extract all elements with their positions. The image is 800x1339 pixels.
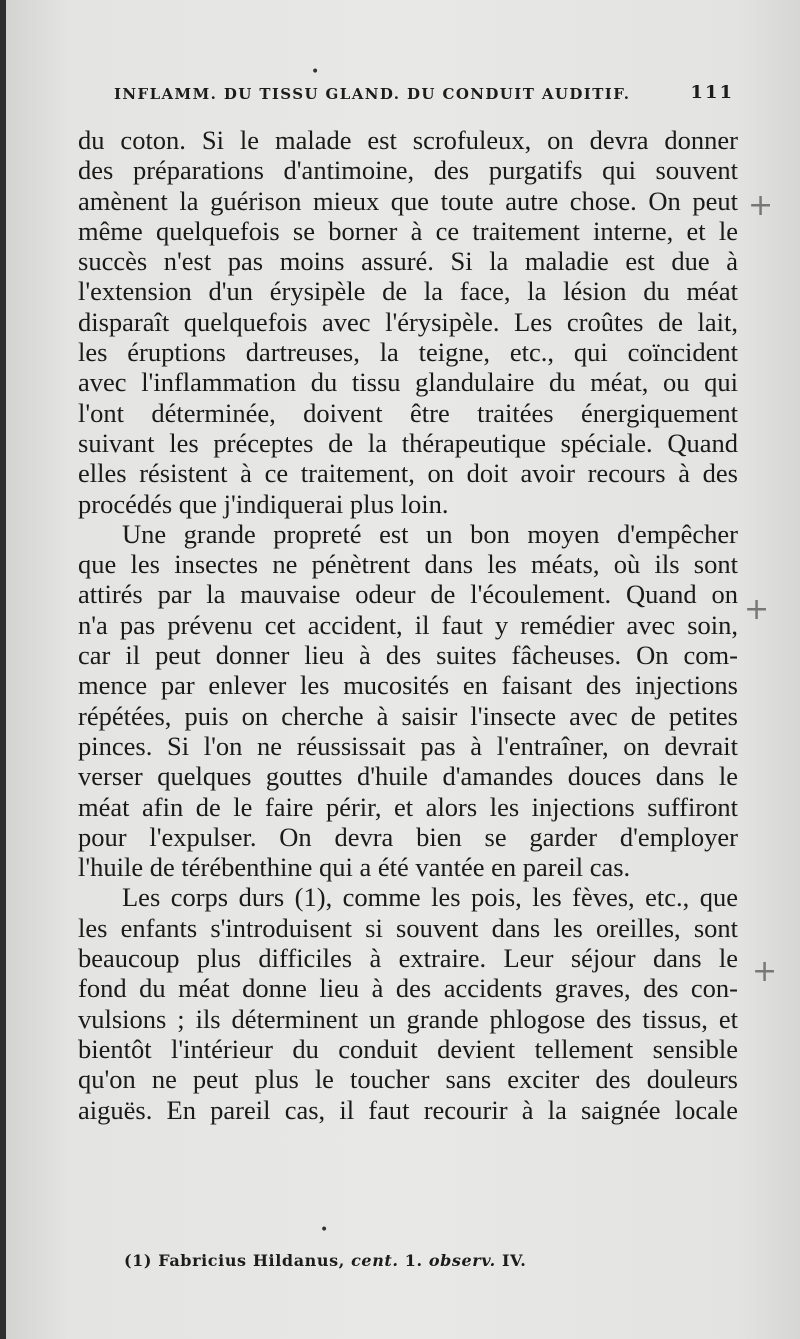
text-line: pinces. Si l'on ne réussissait pas à l'entraîner, on devrait bbox=[78, 730, 738, 761]
footnote-ref-roman: IV. bbox=[501, 1251, 527, 1270]
text-line: disparaît quelquefois avec l'érysipèle. Les croûtes de lait, bbox=[78, 306, 738, 337]
text-line: vulsions ; ils déterminent un grande phlogose des tissus, et bbox=[78, 1003, 738, 1034]
text-line: l'ont déterminée, doivent être traitées énergiquement bbox=[78, 397, 738, 428]
footnote bbox=[124, 1251, 526, 1270]
margin-pencil-mark: + bbox=[748, 188, 774, 223]
text-line: avec l'inflammation du tissu glandulaire du méat, ou qui bbox=[78, 367, 738, 398]
text-line: elles résistent à ce traitement, on doit avoir recours à des bbox=[78, 458, 738, 489]
text-line: n'a pas prévenu cet accident, il faut y remédier avec soin, bbox=[78, 609, 738, 640]
footnote-marker: (1) bbox=[124, 1251, 153, 1270]
text-line: répétées, puis on cherche à saisir l'insecte avec de petites bbox=[78, 700, 738, 731]
text-line: du coton. Si le malade est scrofuleux, on devra donner bbox=[78, 125, 738, 155]
footnote-ref-cent: cent. bbox=[351, 1251, 399, 1270]
text-line: des préparations d'antimoine, des purgatifs qui souvent bbox=[78, 155, 738, 186]
text-line: amènent la guérison mieux que toute autre chose. On peut bbox=[78, 185, 738, 216]
text-line: les enfants s'introduisent si souvent dans les oreilles, sont bbox=[78, 912, 738, 943]
text-line: procédés que j'indiquerai plus loin. bbox=[78, 488, 449, 519]
footnote-dot: • bbox=[320, 1222, 329, 1238]
footnote-author: Fabricius Hildanus, bbox=[158, 1251, 345, 1270]
book-page bbox=[6, 0, 800, 1339]
running-header bbox=[114, 82, 734, 103]
margin-pencil-mark: + bbox=[744, 592, 770, 627]
header-dot: • bbox=[311, 64, 320, 80]
text-line: aiguës. En pareil cas, il faut recourir à la saignée locale bbox=[78, 1094, 738, 1125]
footnote-ref-observ: observ. bbox=[428, 1251, 496, 1270]
text-line: qu'on ne peut plus le toucher sans exciter des douleurs bbox=[78, 1064, 738, 1095]
margin-pencil-mark: + bbox=[752, 954, 778, 989]
text-line: même quelquefois se borner à ce traitement interne, et le bbox=[78, 215, 738, 246]
footnote-ref-num: 1. bbox=[404, 1251, 423, 1270]
text-line: fond du méat donne lieu à des accidents graves, des con- bbox=[78, 973, 738, 1004]
text-line: que les insectes ne pénètrent dans les méats, où ils sont bbox=[78, 549, 738, 580]
text-line: méat afin de le faire périr, et alors les injections suffiront bbox=[78, 791, 738, 822]
text-line: succès n'est pas moins assuré. Si la maladie est due à bbox=[78, 246, 738, 277]
text-line: suivant les préceptes de la thérapeutique spéciale. Quand bbox=[78, 427, 738, 458]
page-number: 111 bbox=[690, 82, 734, 103]
text-line: bientôt l'intérieur du conduit devient tellement sensible bbox=[78, 1033, 738, 1064]
running-title: INFLAMM. DU TISSU GLAND. DU CONDUIT AUDITIF. bbox=[114, 85, 631, 103]
paragraph-start-line: Les corps durs (1), comme les pois, les fèves, etc., que bbox=[122, 882, 738, 913]
text-line: les éruptions dartreuses, la teigne, etc., qui coïncident bbox=[78, 337, 738, 368]
text-line: pour l'expulser. On devra bien se garder d'employer bbox=[78, 821, 738, 852]
text-line: mence par enlever les mucosités en faisant des injections bbox=[78, 670, 738, 701]
text-line: verser quelques gouttes d'huile d'amandes douces dans le bbox=[78, 761, 738, 792]
text-line: car il peut donner lieu à des suites fâcheuses. On com- bbox=[78, 640, 738, 671]
body-text bbox=[78, 125, 738, 1125]
paragraph-start-line: Une grande propreté est un bon moyen d'empêcher bbox=[122, 518, 738, 549]
text-line: l'huile de térébenthine qui a été vantée en pareil cas. bbox=[78, 852, 631, 883]
text-line: beaucoup plus difficiles à extraire. Leur séjour dans le bbox=[78, 943, 738, 974]
text-line: attirés par la mauvaise odeur de l'écoulement. Quand on bbox=[78, 579, 738, 610]
text-line: l'extension d'un érysipèle de la face, la lésion du méat bbox=[78, 276, 738, 307]
